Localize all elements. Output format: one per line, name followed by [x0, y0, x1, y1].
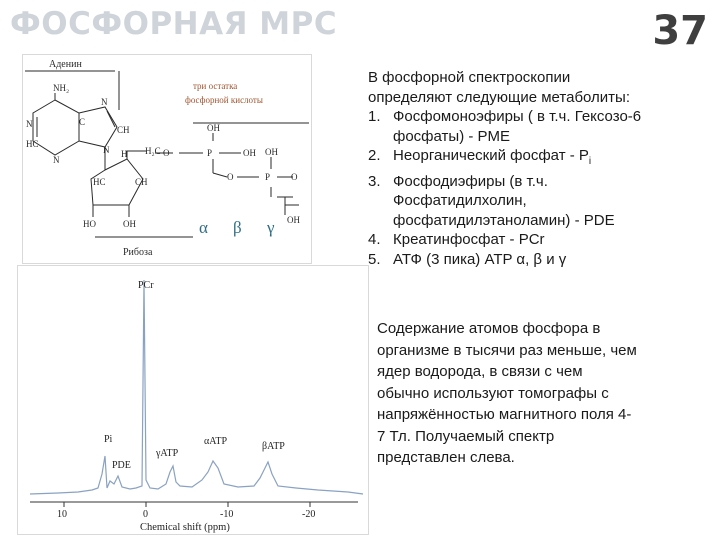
peak-label-pcr: PCr [138, 280, 154, 291]
phosphorus-paragraph [377, 318, 707, 469]
peak-label-pi: Pi [104, 434, 113, 445]
atom-ch-ribose: CH [135, 177, 148, 187]
atp-structure-figure [22, 54, 312, 264]
alpha-label: α [199, 218, 208, 237]
list-item: 1. Фосфомоноэфиры ( в т.ч. Гексозо-6 фосфаты) - PME [368, 108, 642, 145]
list-item: 4. Креатинфосфат - PCr [368, 231, 545, 248]
paragraph-line: организме в тысячи раз меньше, чем [377, 341, 637, 359]
atom-c4prime: H [121, 149, 128, 159]
spectrum-plot [18, 266, 368, 534]
peak-label-gamma-atp: γATP [156, 448, 179, 459]
paragraph-line: обычно используют томографы с [377, 384, 609, 402]
tick-label-0: 0 [143, 509, 148, 520]
paragraph-line: представлен слева. [377, 449, 515, 466]
tick-label-10: 10 [57, 509, 67, 520]
metabolite-list [368, 107, 713, 269]
metabolites-text [368, 68, 713, 269]
peak-label-alpha-atp: αATP [204, 436, 228, 447]
paragraph-line: напряжённостью магнитного поля 4- [377, 406, 632, 423]
atom-oh-ribose: OH [123, 219, 136, 229]
atom-p-beta: P [265, 172, 271, 182]
peak-label-beta-atp: βATP [262, 441, 285, 452]
atom-n9: N [103, 145, 110, 155]
slide-number: 37 [652, 8, 708, 54]
paragraph-line: ядер водорода, в связи с чем [377, 363, 583, 380]
spectrum-trace [30, 280, 363, 494]
atom-oh3: OH [265, 147, 278, 157]
atom-ch: CH [117, 125, 130, 135]
atom-ho1: HO [83, 219, 96, 229]
atom-o2: O [227, 172, 234, 182]
beta-label: β [233, 218, 242, 237]
ribose-label: Рибоза [123, 247, 153, 258]
atp-structure-drawing [23, 55, 311, 263]
atom-oh2: OH [243, 148, 256, 158]
atom-c5: C [79, 117, 86, 127]
nh2-label: NH₂ [53, 83, 70, 93]
gamma-label: γ [267, 218, 275, 237]
atom-o1: O [163, 148, 170, 158]
intro-line-2: определяют следующие метаболиты: [368, 88, 631, 106]
list-item: 5. АТФ (3 пика) ATP α, β и γ [368, 250, 567, 268]
paragraph-line: Содержание атомов фосфора в [377, 320, 601, 337]
list-item: 3. Фосфодиэфиры (в т.ч. Фосфатидилхолин, фосфатидилэтаноламин) - PDE [368, 172, 615, 229]
intro-line-1: В фосфорной спектроскопии [368, 69, 571, 86]
atom-hc-ribose: HC [93, 177, 106, 187]
atom-ch2: H₂C [145, 146, 161, 156]
spectrum-figure [17, 265, 369, 535]
tick-label-m20: -20 [302, 509, 316, 520]
phosphate-caption-1: три остатка [193, 81, 238, 91]
paragraph-line: 7 Тл. Получаемый спектр [377, 427, 555, 445]
adenine-label: Аденин [49, 59, 82, 70]
atom-hc: HC [26, 139, 39, 149]
atom-n3: N [53, 155, 60, 165]
atom-o3: O [291, 172, 298, 182]
atom-n1: N [26, 119, 33, 129]
atom-n7: N [101, 97, 108, 107]
x-axis-label: Chemical shift (ppm) [140, 522, 230, 533]
atom-oh4: OH [287, 215, 300, 225]
list-item: 2. Неорганический фосфат - $P_i$ [368, 147, 592, 167]
slide-title: ФОСФОРНАЯ МРС [10, 6, 338, 42]
tick-label-m10: -10 [220, 509, 234, 520]
peak-label-pde: PDE [112, 460, 131, 471]
atom-oh1: OH [207, 123, 220, 133]
atom-p-alpha: P [207, 148, 213, 158]
phosphate-caption-2: фосфорной кислоты [185, 95, 263, 105]
